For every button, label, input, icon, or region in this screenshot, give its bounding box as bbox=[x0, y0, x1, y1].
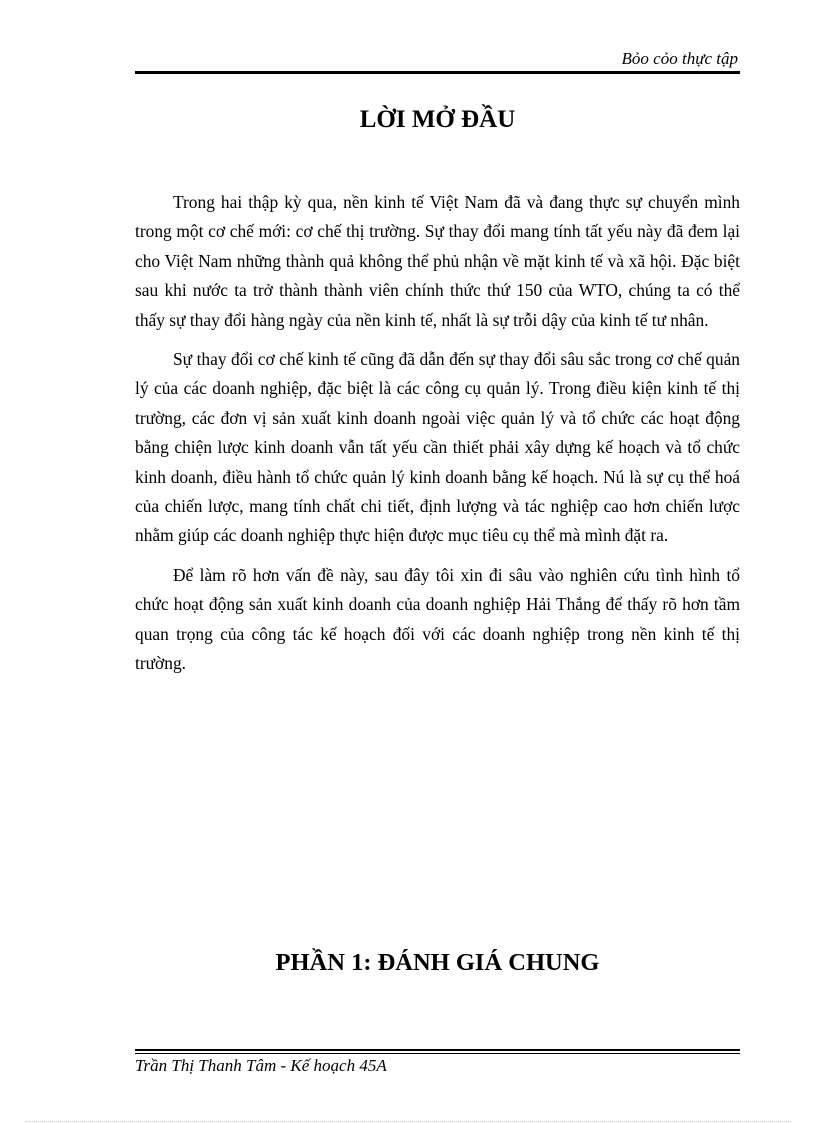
paragraph-3: Để làm rõ hơn vấn đề này, sau đây tôi xin đi sâu vào nghiên cứu tình hình tổ chức hoạt động sản xuất kinh doanh của doanh nghiệp Hải Thắng để thấy rõ hơn tầm quan trọng của công tác kế hoạch đối với các doanh nghiệp trong nền kinh tế thị trường. bbox=[135, 564, 740, 674]
section-title: PHẦN 1: ĐÁNH GIÁ CHUNG bbox=[275, 949, 600, 976]
body-text bbox=[135, 188, 740, 689]
page-edge-divider bbox=[25, 1121, 791, 1122]
page-header bbox=[135, 48, 740, 74]
running-title: Bỏo cỏo thực tập bbox=[621, 49, 738, 68]
header-rule bbox=[135, 71, 740, 74]
paragraph-1: Trong hai thập kỳ qua, nền kinh tế Việt Nam đã và đang thực sự chuyển mình trong một cơ chế mới: cơ chế thị trường. Sự thay đổi mang tính tất yếu này đã đem lại cho Việt Nam những thành quả không thể phủ nhận về mặt kinh tế và xã hội. Đặc biệt sau khi nước ta trở thành thành viên chính thức thứ 150 của WTO, chúng ta có thể thấy sự thay đổi hàng ngày của nền kinh tế, nhất là sự trỗi dậy của kinh tế tư nhân. bbox=[135, 192, 740, 330]
footer-author-line: Trần Thị Thanh Tâm - Kế hoạch 45A bbox=[135, 1056, 387, 1075]
footer-rule-thin bbox=[135, 1053, 740, 1054]
paragraph-2: Sự thay đổi cơ chế kinh tế cũng đã dẫn đến sự thay đổi sâu sắc trong cơ chế quản lý của các doanh nghiệp, đặc biệt là các công cụ quản lý. Trong điều kiện kinh tế thị trường, các đơn vị sản xuất kinh doanh ngoài việc quản lý và tổ chức các hoạt động bằng chiện lược kinh doanh vẫn tất yếu cần thiết phải xây dựng kế hoạch và tổ chức kinh doanh, điều hành tổ chức quản lý kinh doanh bằng kế hoạch. Nú là sự cụ thể hoá của chiến lược, mang tính chất chi tiết, định lượng và tác nghiệp cao hơn chiến lược nhằm giúp các doanh nghiệp thực hiện được mục tiêu cụ thể mà mình đặt ra. bbox=[135, 349, 740, 546]
document-title: LỜI MỞ ĐẦU bbox=[359, 106, 516, 133]
footer-rule-thick bbox=[135, 1049, 740, 1051]
